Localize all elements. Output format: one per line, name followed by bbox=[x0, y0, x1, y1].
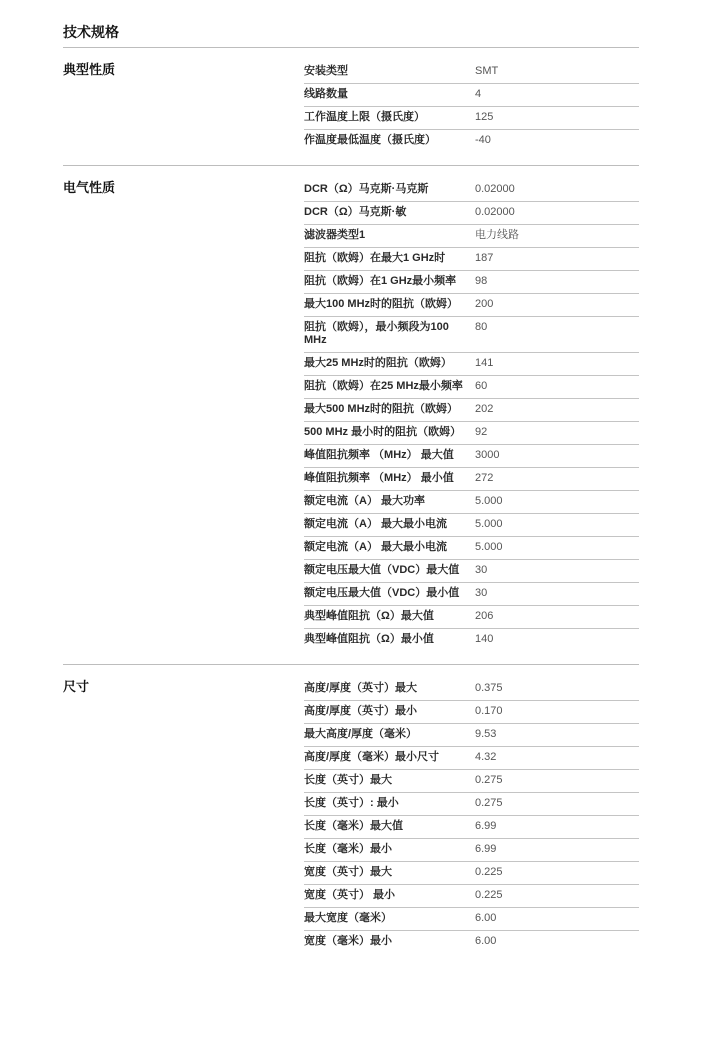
spec-value: 187 bbox=[475, 252, 494, 264]
spec-value: 202 bbox=[475, 403, 494, 415]
spec-row bbox=[304, 491, 639, 514]
spec-value: 125 bbox=[475, 111, 494, 123]
spec-value: 0.225 bbox=[475, 866, 503, 878]
spec-label: 额定电流（A） 最大最小电流 bbox=[304, 541, 447, 553]
spec-value: 272 bbox=[475, 472, 494, 484]
spec-row bbox=[304, 353, 639, 376]
spec-value: 4 bbox=[475, 88, 482, 100]
spec-value: 5.000 bbox=[475, 495, 503, 507]
spec-value: 140 bbox=[475, 633, 494, 645]
spec-label: 阻抗（欧姆）在1 GHz最小频率 bbox=[304, 275, 457, 287]
spec-row bbox=[304, 770, 639, 793]
section-heading: 尺寸 bbox=[63, 679, 90, 694]
spec-label: 长度（英寸）最大 bbox=[304, 774, 392, 786]
spec-label: 额定电压最大值（VDC）最大值 bbox=[304, 564, 460, 576]
spec-label: 峰值阻抗频率 （MHz） 最小值 bbox=[304, 472, 454, 484]
spec-row bbox=[304, 816, 639, 839]
spec-sections bbox=[63, 48, 639, 966]
spec-value: 0.275 bbox=[475, 774, 503, 786]
spec-label: 最大100 MHz时的阻抗（欧姆） bbox=[304, 298, 459, 310]
spec-section bbox=[63, 48, 639, 166]
spec-label: 500 MHz 最小时的阻抗（欧姆） bbox=[304, 426, 462, 438]
spec-table bbox=[304, 179, 639, 651]
section-heading: 电气性质 bbox=[63, 180, 116, 195]
spec-label: 峰值阻抗频率 （MHz） 最大值 bbox=[304, 449, 454, 461]
spec-row bbox=[304, 839, 639, 862]
spec-row bbox=[304, 84, 639, 107]
spec-row bbox=[304, 678, 639, 701]
spec-value: 0.02000 bbox=[475, 206, 515, 218]
spec-label: 宽度（英寸）最大 bbox=[304, 866, 392, 878]
spec-label: 最大宽度（毫米） bbox=[304, 912, 392, 924]
spec-row bbox=[304, 537, 639, 560]
spec-row bbox=[304, 422, 639, 445]
spec-label: 高度/厚度（英寸）最大 bbox=[304, 682, 418, 694]
spec-label: 典型峰值阻抗（Ω）最小值 bbox=[304, 633, 434, 645]
spec-value: 电力线路 bbox=[475, 229, 519, 241]
spec-row bbox=[304, 179, 639, 202]
spec-label: 阻抗（欧姆）在最大1 GHz时 bbox=[304, 252, 446, 264]
spec-value: 141 bbox=[475, 357, 494, 369]
spec-row bbox=[304, 468, 639, 491]
spec-label: 高度/厚度（英寸）最小 bbox=[304, 705, 418, 717]
spec-label: 阻抗（欧姆），最小频段为100 MHz bbox=[304, 321, 449, 346]
spec-label: 宽度（毫米）最小 bbox=[304, 935, 392, 947]
spec-row bbox=[304, 271, 639, 294]
spec-value: 30 bbox=[475, 564, 488, 576]
spec-value: -40 bbox=[475, 134, 491, 146]
spec-row bbox=[304, 724, 639, 747]
spec-label: 长度（毫米）最大值 bbox=[304, 820, 403, 832]
spec-value: 6.99 bbox=[475, 820, 497, 832]
spec-value: 6.00 bbox=[475, 912, 497, 924]
spec-label: 额定电流（A） 最大最小电流 bbox=[304, 518, 447, 530]
spec-row bbox=[304, 317, 639, 353]
spec-value: 0.170 bbox=[475, 705, 503, 717]
spec-value: 0.02000 bbox=[475, 183, 515, 195]
spec-row bbox=[304, 560, 639, 583]
spec-section bbox=[63, 665, 639, 966]
spec-value: 0.225 bbox=[475, 889, 503, 901]
spec-value: 5.000 bbox=[475, 541, 503, 553]
spec-row bbox=[304, 747, 639, 770]
spec-value: 5.000 bbox=[475, 518, 503, 530]
spec-label: 阻抗（欧姆）在25 MHz最小频率 bbox=[304, 380, 463, 392]
spec-row bbox=[304, 793, 639, 816]
spec-value: 4.32 bbox=[475, 751, 497, 763]
spec-label: 安装类型 bbox=[304, 65, 348, 77]
spec-row bbox=[304, 202, 639, 225]
spec-row bbox=[304, 862, 639, 885]
spec-row bbox=[304, 130, 639, 152]
spec-row bbox=[304, 61, 639, 84]
spec-label: DCR（Ω）马克斯·马克斯 bbox=[304, 183, 429, 195]
spec-row bbox=[304, 606, 639, 629]
spec-value: 6.00 bbox=[475, 935, 497, 947]
spec-label: 最大500 MHz时的阻抗（欧姆） bbox=[304, 403, 459, 415]
spec-row bbox=[304, 885, 639, 908]
spec-row bbox=[304, 908, 639, 931]
section-heading: 典型性质 bbox=[63, 62, 116, 77]
spec-label: DCR（Ω）马克斯·敏 bbox=[304, 206, 407, 218]
spec-row bbox=[304, 107, 639, 130]
spec-label: 长度（毫米）最小 bbox=[304, 843, 392, 855]
spec-value: 98 bbox=[475, 275, 488, 287]
spec-value: 200 bbox=[475, 298, 494, 310]
spec-row bbox=[304, 294, 639, 317]
spec-row bbox=[304, 629, 639, 651]
spec-value: 30 bbox=[475, 587, 488, 599]
spec-row bbox=[304, 376, 639, 399]
spec-row bbox=[304, 445, 639, 468]
spec-label: 额定电流（A） 最大功率 bbox=[304, 495, 425, 507]
spec-row bbox=[304, 248, 639, 271]
spec-label: 工作温度上限（摄氏度） bbox=[304, 111, 425, 123]
spec-label: 线路数量 bbox=[304, 88, 348, 100]
spec-value: 206 bbox=[475, 610, 494, 622]
page-title: 技术规格 bbox=[63, 24, 119, 40]
spec-label: 宽度（英寸） 最小 bbox=[304, 889, 396, 901]
spec-label: 长度（英寸）: 最小 bbox=[304, 797, 399, 809]
spec-value: 60 bbox=[475, 380, 488, 392]
spec-row bbox=[304, 701, 639, 724]
spec-value: 0.375 bbox=[475, 682, 503, 694]
spec-label: 最大高度/厚度（毫米） bbox=[304, 728, 418, 740]
spec-table bbox=[304, 61, 639, 152]
spec-row bbox=[304, 399, 639, 422]
spec-table bbox=[304, 678, 639, 953]
spec-row bbox=[304, 583, 639, 606]
spec-value: 6.99 bbox=[475, 843, 497, 855]
spec-page bbox=[63, 22, 639, 966]
spec-value: 80 bbox=[475, 321, 488, 333]
spec-value: SMT bbox=[475, 65, 499, 77]
spec-section bbox=[63, 166, 639, 665]
spec-row bbox=[304, 514, 639, 537]
spec-label: 额定电压最大值（VDC）最小值 bbox=[304, 587, 460, 599]
spec-row bbox=[304, 931, 639, 953]
spec-value: 92 bbox=[475, 426, 488, 438]
spec-row bbox=[304, 225, 639, 248]
spec-label: 典型峰值阻抗（Ω）最大值 bbox=[304, 610, 434, 622]
spec-label: 作温度最低温度（摄氏度） bbox=[304, 134, 436, 146]
spec-value: 3000 bbox=[475, 449, 500, 461]
spec-value: 0.275 bbox=[475, 797, 503, 809]
spec-label: 最大25 MHz时的阻抗（欧姆） bbox=[304, 357, 452, 369]
spec-label: 高度/厚度（毫米）最小尺寸 bbox=[304, 751, 440, 763]
spec-label: 滤波器类型1 bbox=[304, 229, 366, 241]
spec-value: 9.53 bbox=[475, 728, 497, 740]
